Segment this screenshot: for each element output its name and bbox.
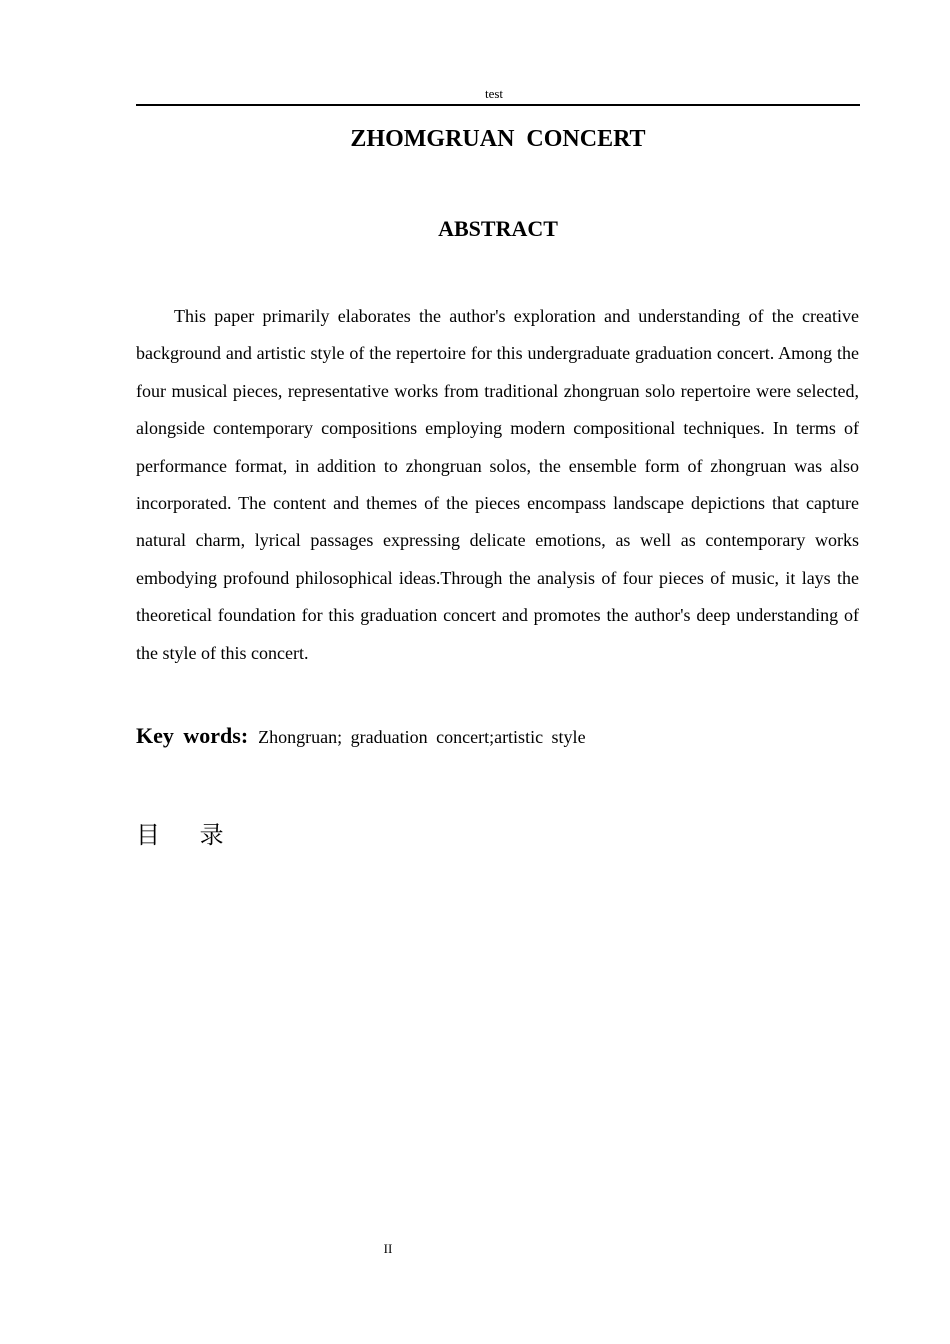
keywords-label: Key words: [136, 723, 249, 748]
keywords-line [136, 719, 860, 756]
page-number: II [383, 1241, 393, 1256]
header-text: test [484, 86, 504, 101]
abstract-body: This paper primarily elaborates the author's exploration and understanding of the creative background and artistic style of the repertoire for this undergraduate graduation concert. Among the four musical pieces, representative works from traditional zhongruan solo repertoire were selected, alongside contemporary compositions employing modern compositional techniques. In terms of performance format, in addition to zhongruan solos, the ensemble form of zhongruan was also incorporated. The content and themes of the pieces encompass landscape depictions that capture natural charm, lyrical passages expressing delicate emotions, as well as contemporary works embodying profound philosophical ideas.Through the analysis of four pieces of music, it lays the theoretical foundation for this graduation concert and promotes the author's deep understanding of the style of this concert. [136, 306, 859, 663]
keywords-text: Zhongruan; graduation concert;artistic style [258, 727, 586, 747]
abstract-heading: ABSTRACT [438, 216, 558, 241]
page-header [136, 85, 860, 106]
table-of-contents-heading: 目 录 [136, 821, 240, 849]
document-title: ZHOMGRUAN CONCERT [350, 126, 646, 152]
